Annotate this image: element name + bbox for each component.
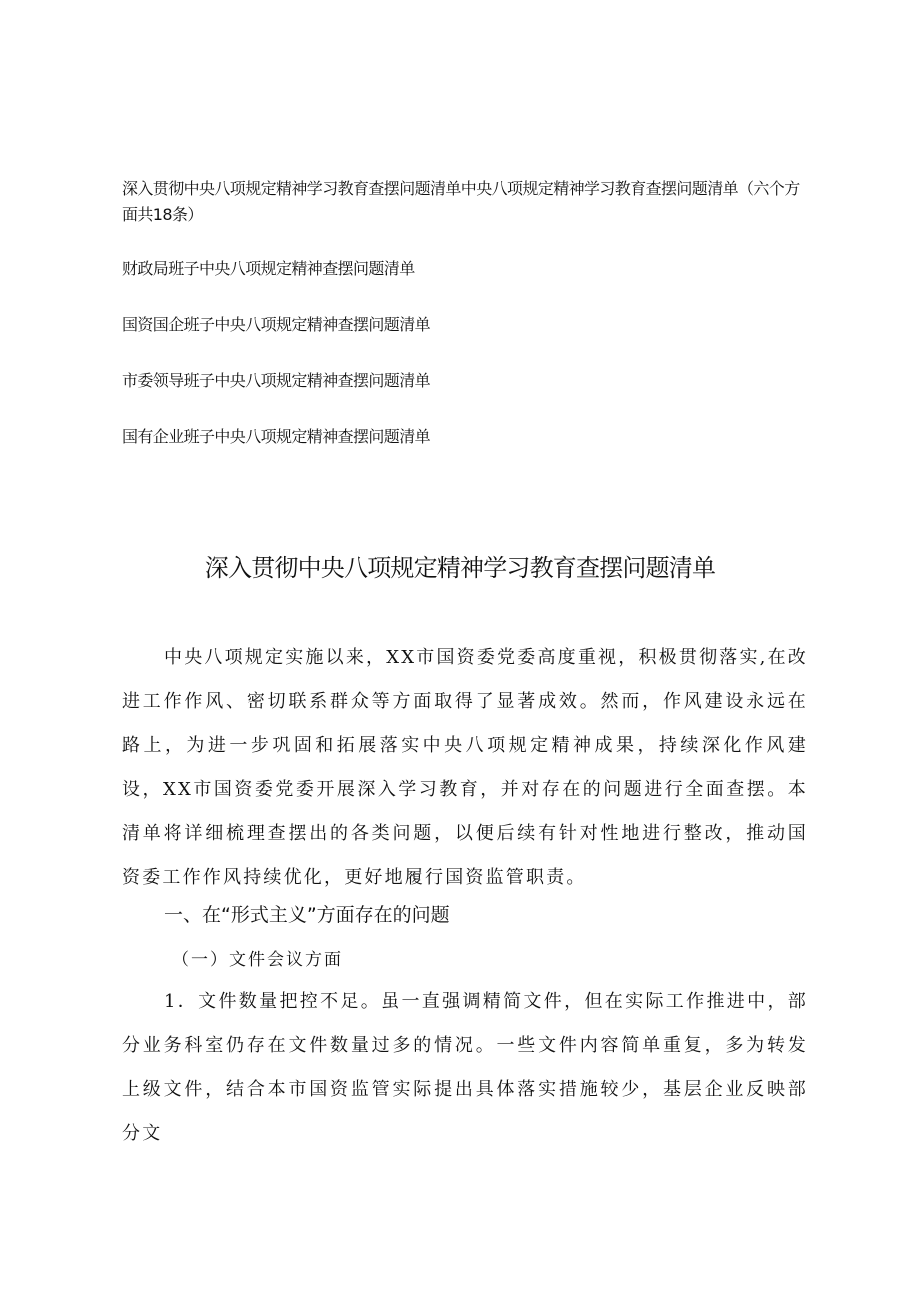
toc-item[interactable]: 市委领导班子中央八项规定精神查摆问题清单: [122, 371, 431, 390]
document-title: 深入贯彻中央八项规定精神学习教育查摆问题清单: [204, 554, 716, 582]
toc-item[interactable]: 国资国企班子中央八项规定精神查摆问题清单: [122, 315, 431, 334]
subsection-heading: （一）文件会议方面: [172, 950, 343, 970]
toc-item[interactable]: 财政局班子中央八项规定精神查摆问题清单: [122, 259, 415, 278]
problem-item: 1．文件数量把控不足。虽一直强调精简文件，但在实际工作推进中，部分业务科室仍存在文件数量过多的情况。一些文件内容简单重复，多为转发上级文件，结合本市国资监管实际提出具体落实措施较少，基层企业反映部分文: [122, 991, 808, 1144]
document-toc: [122, 176, 812, 480]
toc-item[interactable]: 深入贯彻中央八项规定精神学习教育查摆问题清单中央八项规定精神学习教育查摆问题清单（六个方面共18条）: [122, 179, 800, 224]
toc-item[interactable]: 国有企业班子中央八项规定精神查摆问题清单: [122, 427, 431, 446]
section-heading: 一、在“形式主义”方面存在的问题: [164, 904, 450, 926]
intro-paragraph: 中央八项规定实施以来，XX市国资委党委高度重视，积极贯彻落实,在改进工作作风、密切联系群众等方面取得了显著成效。然而，作风建设永远在路上，为进一步巩固和拓展落实中央八项规定精神成果，持续深化作风建设，XX市国资委党委开展深入学习教育，并对存在的问题进行全面查摆。本清单将详细梳理查摆出的各类问题，以便后续有针对性地进行整改，推动国资委工作作风持续优化，更好地履行国资监管职责。: [122, 647, 808, 888]
